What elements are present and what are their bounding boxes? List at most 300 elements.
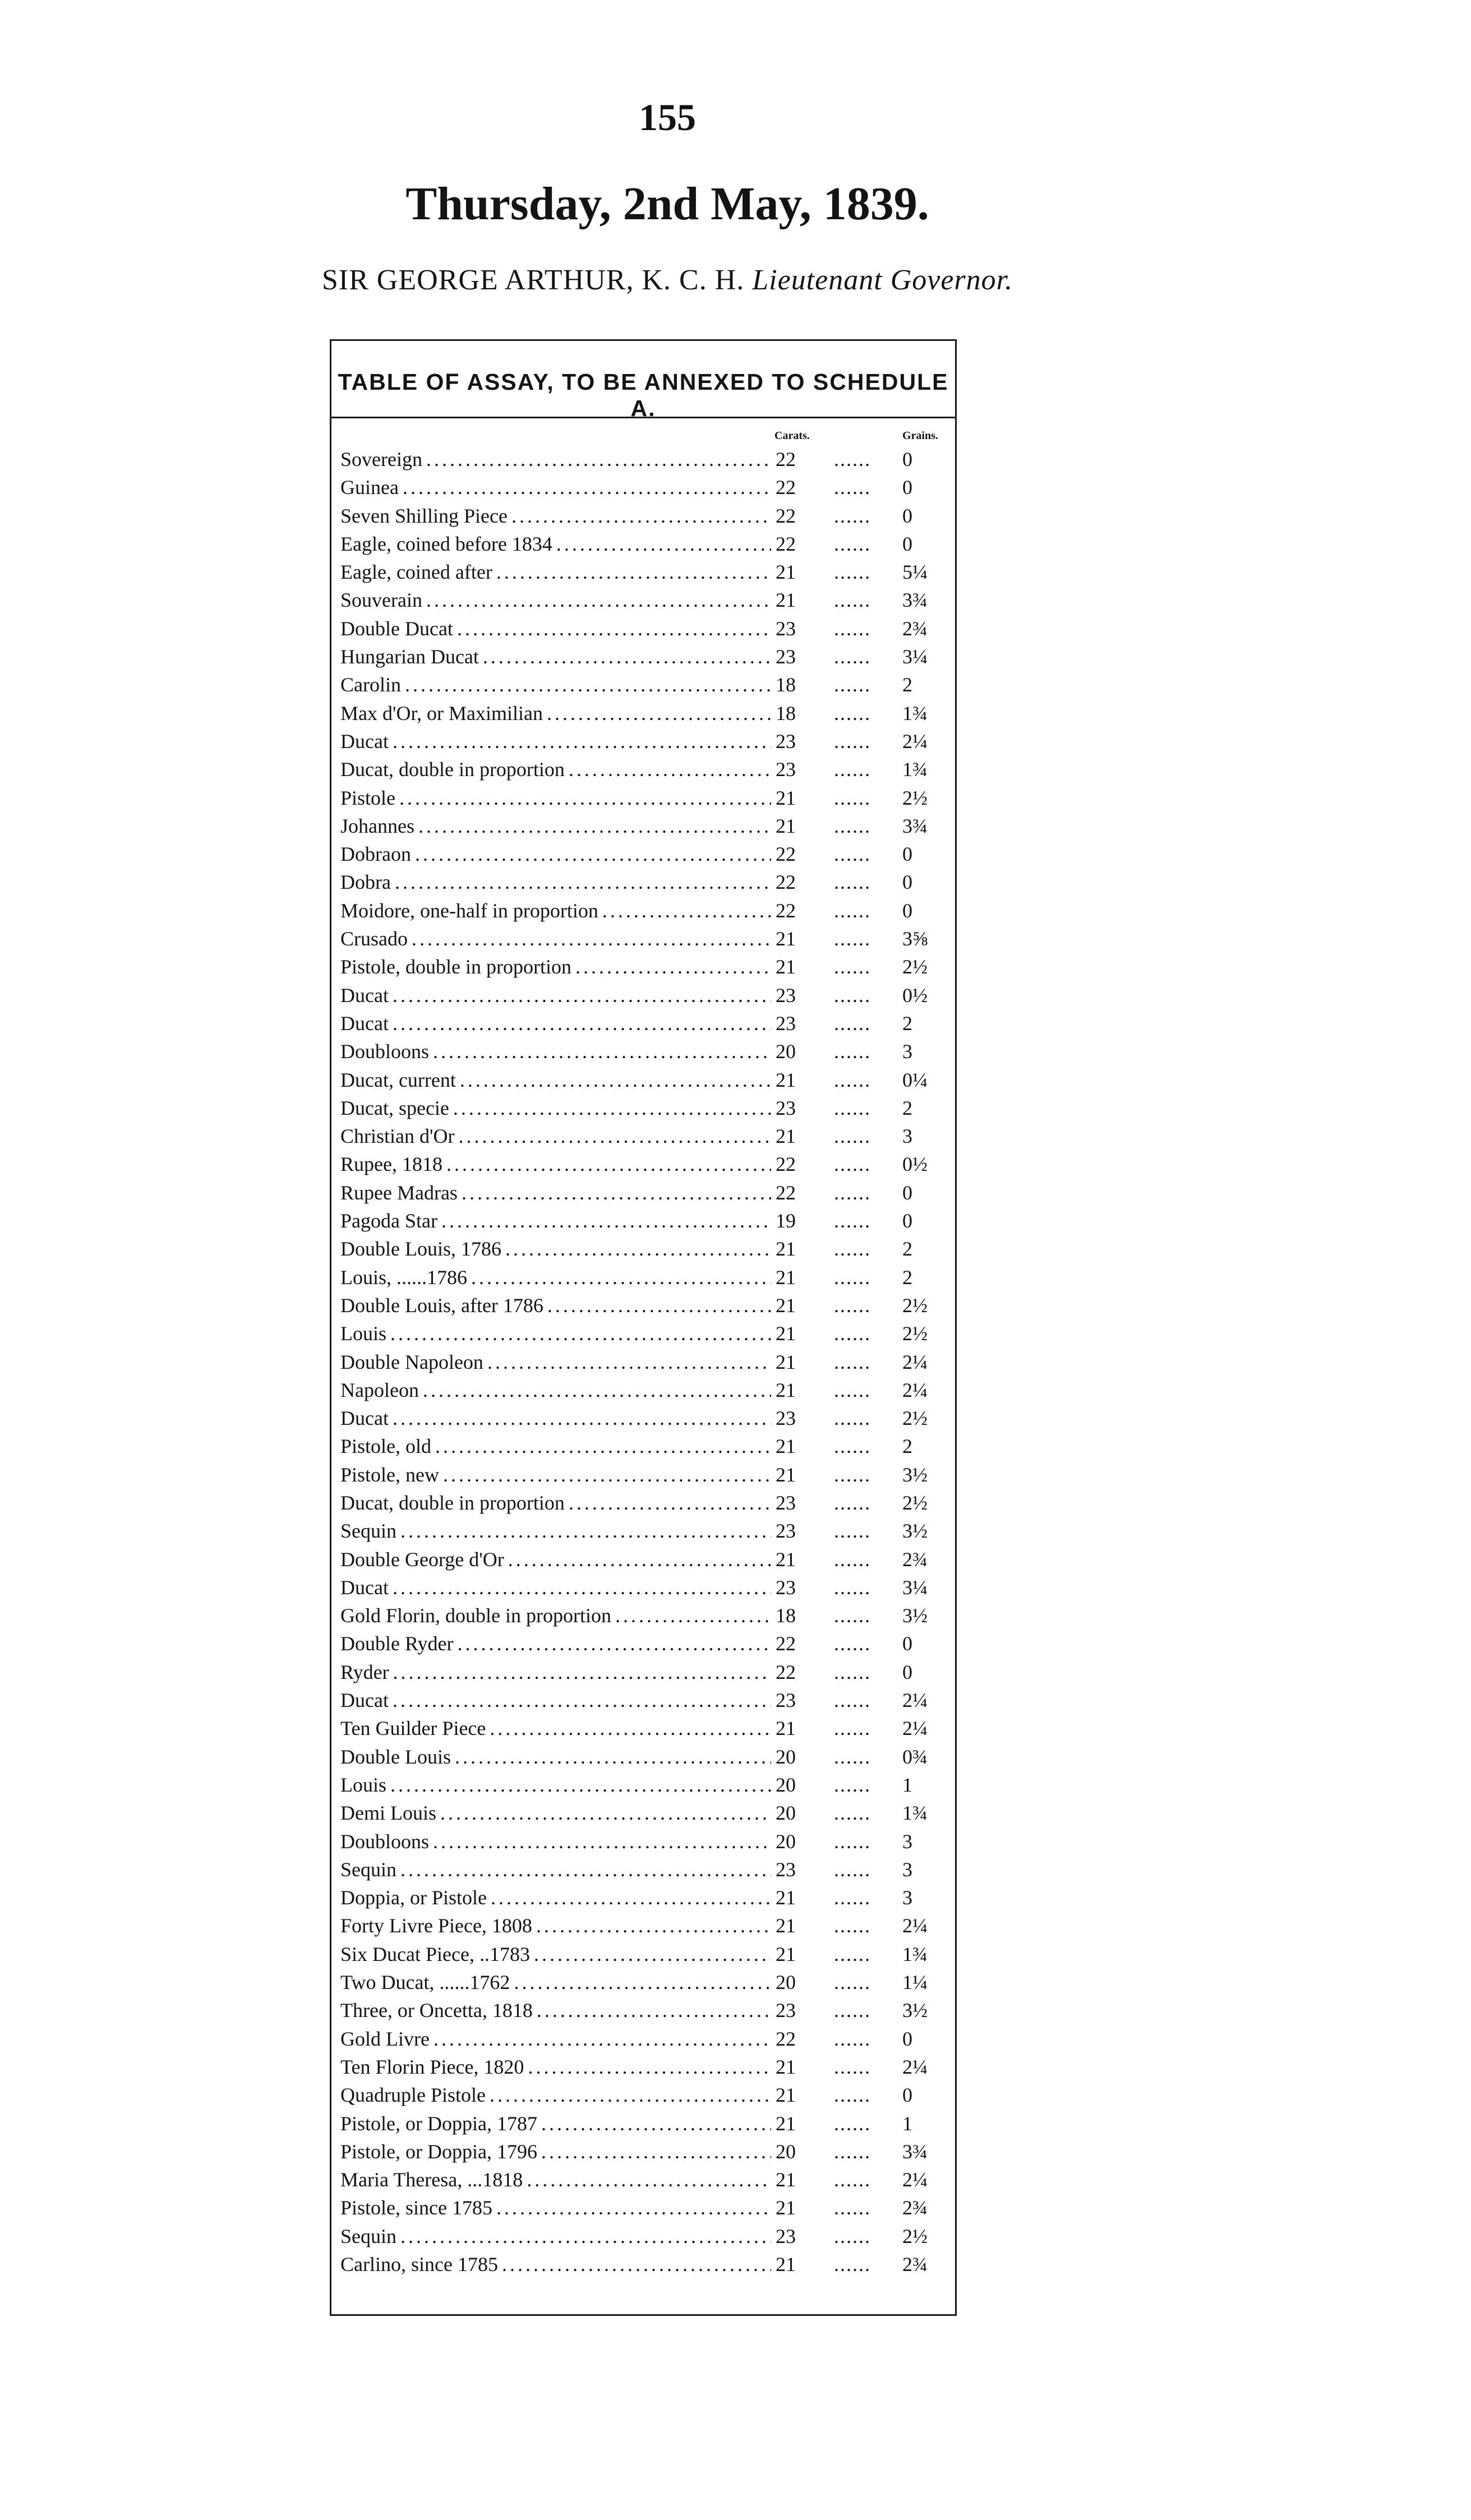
dot-leader: ......	[834, 1830, 871, 1853]
coin-name: Doppia, or Pistole . . .	[340, 1884, 771, 1912]
grains-value: 2½	[902, 786, 928, 809]
coin-name: Pagoda Star . . .	[340, 1207, 771, 1235]
carats-value: 20	[772, 1827, 809, 1856]
table-row	[340, 1235, 946, 1263]
carats-value: 22	[772, 897, 809, 925]
dot-leader: ......	[834, 1210, 871, 1233]
table-row	[340, 2138, 946, 2166]
table-row	[340, 1968, 946, 1996]
dot-leader: ......	[834, 843, 871, 866]
coin-name: Pistole, or Doppia, 1787 . . .	[340, 2110, 771, 2138]
table-row	[340, 868, 946, 896]
coin-name: Louis . . .	[340, 1771, 771, 1799]
grains-value: 2¾	[902, 2253, 928, 2276]
table-row	[340, 1009, 946, 1037]
carats-value: 21	[772, 2166, 809, 2194]
grains-value: 2½	[902, 956, 928, 979]
carats-value: 23	[772, 1686, 809, 1714]
table-row	[340, 1658, 946, 1686]
table-row	[340, 897, 946, 925]
grains-value: 3¼	[902, 1576, 928, 1599]
carats-value: 19	[772, 1207, 809, 1235]
dot-leader: ......	[834, 2112, 871, 2135]
table-row	[340, 1122, 946, 1150]
dot-leader: ......	[834, 1096, 871, 1119]
coin-name: Three, or Oncetta, 1818 . . .	[340, 1996, 771, 2024]
grains-value: 1¾	[902, 1802, 928, 1825]
grains-value: 3¾	[902, 589, 928, 612]
grains-value: 0	[902, 871, 912, 894]
coin-name: Pistole, new . . .	[340, 1461, 771, 1489]
carats-value: 23	[772, 1573, 809, 1601]
coin-name: Double Ryder . . .	[340, 1630, 771, 1658]
dot-leader: ......	[834, 2027, 871, 2050]
table-row	[340, 1461, 946, 1489]
dot-leader: ......	[834, 2224, 871, 2247]
coin-name: Carolin . . .	[340, 671, 771, 699]
grains-value: 1	[902, 1773, 912, 1796]
grains-value: 3½	[902, 1463, 928, 1486]
coin-name: Maria Theresa, ...1818 . . .	[340, 2166, 771, 2194]
carats-value: 22	[772, 2025, 809, 2053]
grains-value: 2¼	[902, 730, 928, 753]
coin-name: Gold Livre . . .	[340, 2025, 771, 2053]
dot-leader: ......	[834, 1858, 871, 1881]
dot-leader: ......	[834, 786, 871, 809]
dot-leader: ......	[834, 1632, 871, 1655]
carats-value: 20	[772, 1771, 809, 1799]
grains-value: 3½	[902, 1604, 928, 1627]
coin-name: Ducat . . .	[340, 1009, 771, 1037]
coin-name: Pistole, or Doppia, 1796 . . .	[340, 2138, 771, 2166]
carats-value: 21	[772, 1940, 809, 1968]
coin-name: Christian d'Or . . .	[340, 1122, 771, 1150]
table-row	[340, 1291, 946, 1319]
dot-leader: ......	[834, 1548, 871, 1571]
coin-name: Demi Louis . . .	[340, 1799, 771, 1827]
table-row	[340, 1799, 946, 1827]
coin-name: Rupee, 1818 . . .	[340, 1150, 771, 1178]
coin-name: Pistole . . .	[340, 784, 771, 812]
dot-leader: ......	[834, 1689, 871, 1712]
carats-value: 22	[772, 868, 809, 896]
carats-value: 23	[772, 2222, 809, 2250]
dot-leader: ......	[834, 1266, 871, 1289]
dot-leader: ......	[834, 927, 871, 950]
table-row	[340, 615, 946, 643]
coin-name: Crusado . . .	[340, 925, 771, 953]
dot-leader: ......	[834, 1491, 871, 1514]
grains-value: 3	[902, 1040, 912, 1063]
table-row	[340, 925, 946, 953]
carats-value: 23	[772, 1856, 809, 1884]
coin-name: Louis . . .	[340, 1319, 771, 1347]
table-row	[340, 1714, 946, 1742]
coin-name: Pistole, old . . .	[340, 1432, 771, 1460]
coin-name: Louis, ......1786 . . .	[340, 1263, 771, 1291]
grains-value: 3¼	[902, 645, 928, 668]
carats-value: 21	[772, 1461, 809, 1489]
dot-leader: ......	[834, 1435, 871, 1458]
coin-name: Forty Livre Piece, 1808 . . .	[340, 1912, 771, 1940]
dot-leader: ......	[834, 1886, 871, 1909]
table-row	[340, 699, 946, 727]
table-row	[340, 1996, 946, 2024]
table-row	[340, 1912, 946, 1940]
coin-name: Ducat, specie . . .	[340, 1094, 771, 1122]
table-row	[340, 502, 946, 530]
dot-leader: ......	[834, 2055, 871, 2078]
grains-value: 3½	[902, 1999, 928, 2022]
grains-value: 2¼	[902, 1914, 928, 1937]
coin-name: Pistole, double in proportion . . .	[340, 953, 771, 981]
carats-value: 21	[772, 812, 809, 840]
carats-value: 22	[772, 1150, 809, 1178]
grains-value: 2	[902, 673, 912, 696]
dot-leader: ......	[834, 448, 871, 470]
coin-name: Quadruple Pistole . . .	[340, 2081, 771, 2109]
dot-leader: ......	[834, 701, 871, 724]
dot-leader: ......	[834, 645, 871, 668]
dot-leader: ......	[834, 1773, 871, 1796]
grains-value: 2½	[902, 1407, 928, 1430]
grains-value: 3¾	[902, 814, 928, 837]
coin-name: Eagle, coined after . . .	[340, 558, 771, 586]
coin-name: Max d'Or, or Maximilian . . .	[340, 699, 771, 727]
table-row	[340, 981, 946, 1009]
carats-value: 23	[772, 1517, 809, 1545]
carats-value: 23	[772, 1009, 809, 1037]
grains-value: 0	[902, 899, 912, 922]
grains-value: 2¼	[902, 2055, 928, 2078]
grains-value: 1¾	[902, 701, 928, 724]
carats-value: 23	[772, 615, 809, 643]
coin-name: Sequin . . .	[340, 1517, 771, 1545]
dot-leader: ......	[834, 1378, 871, 1401]
carats-value: 21	[772, 1348, 809, 1376]
dot-leader: ......	[834, 673, 871, 696]
grains-value: 2	[902, 1012, 912, 1035]
grains-value: 3	[902, 1830, 912, 1853]
table-row	[340, 1771, 946, 1799]
coin-name: Sequin . . .	[340, 1856, 771, 1884]
dot-leader: ......	[834, 1942, 871, 1965]
table-row	[340, 1207, 946, 1235]
dot-leader: ......	[834, 1520, 871, 1543]
dot-leader: ......	[834, 1068, 871, 1091]
assay-table	[330, 339, 957, 2316]
carats-value: 22	[772, 502, 809, 530]
coin-name: Double Louis, after 1786 . . .	[340, 1291, 771, 1319]
table-row	[340, 2194, 946, 2222]
carats-value: 21	[772, 2081, 809, 2109]
coin-name: Double George d'Or . . .	[340, 1545, 771, 1573]
table-row	[340, 784, 946, 812]
governor-line	[0, 264, 1335, 297]
coin-name: Souverain . . .	[340, 586, 771, 614]
dot-leader: ......	[834, 1322, 871, 1345]
dot-leader: ......	[834, 1238, 871, 1261]
grains-value: 5¼	[902, 561, 928, 584]
grains-value: 0¼	[902, 1068, 928, 1091]
grains-value: 0	[902, 843, 912, 866]
grains-value: 0¾	[902, 1745, 928, 1768]
carats-value: 23	[772, 643, 809, 671]
carats-value: 20	[772, 2138, 809, 2166]
table-row	[340, 1376, 946, 1404]
dot-leader: ......	[834, 1153, 871, 1176]
carats-value: 22	[772, 1658, 809, 1686]
table-row	[340, 445, 946, 473]
coin-name: Ducat, current . . .	[340, 1066, 771, 1094]
dot-leader: ......	[834, 1745, 871, 1768]
carats-value: 20	[772, 1968, 809, 1996]
coin-name: Ryder . . .	[340, 1658, 771, 1686]
table-row	[340, 755, 946, 783]
grains-value: 2	[902, 1238, 912, 1261]
carats-value: 21	[772, 1263, 809, 1291]
table-row	[340, 1319, 946, 1347]
coin-name: Double Napoleon . . .	[340, 1348, 771, 1376]
table-row	[340, 1263, 946, 1291]
table-rows	[340, 445, 946, 2278]
dot-leader: ......	[834, 2196, 871, 2219]
coin-name: Six Ducat Piece, ..1783 . . .	[340, 1940, 771, 1968]
table-row	[340, 1489, 946, 1517]
coin-name: Double Louis, 1786 . . .	[340, 1235, 771, 1263]
carats-value: 22	[772, 530, 809, 558]
dot-leader: ......	[834, 1407, 871, 1430]
table-row	[340, 1940, 946, 1968]
carats-value: 23	[772, 1094, 809, 1122]
dot-leader: ......	[834, 730, 871, 753]
dot-leader: ......	[834, 476, 871, 499]
carats-value: 21	[772, 2053, 809, 2081]
coin-name: Ducat . . .	[340, 1573, 771, 1601]
table-row	[340, 586, 946, 614]
carats-value: 23	[772, 1996, 809, 2024]
grains-value: 2½	[902, 1322, 928, 1345]
dot-leader: ......	[834, 814, 871, 837]
grains-value: 0	[902, 2084, 912, 2107]
grains-value: 0	[902, 1632, 912, 1655]
grains-value: 1¾	[902, 1942, 928, 1965]
table-row	[340, 1630, 946, 1658]
table-title: TABLE OF ASSAY, TO BE ANNEXED TO SCHEDULE A.	[338, 369, 949, 421]
table-row	[340, 1179, 946, 1207]
table-row	[340, 2053, 946, 2081]
coin-name: Rupee Madras . . .	[340, 1179, 771, 1207]
coin-name: Gold Florin, double in proportion . . .	[340, 1601, 771, 1630]
carats-value: 20	[772, 1743, 809, 1771]
grains-value: 0	[902, 2027, 912, 2050]
grains-value: 0½	[902, 984, 928, 1007]
title-divider	[331, 417, 955, 418]
grains-value: 0	[902, 1210, 912, 1233]
coin-name: Ten Guilder Piece . . .	[340, 1714, 771, 1742]
table-row	[340, 2110, 946, 2138]
carats-value: 18	[772, 671, 809, 699]
dot-leader: ......	[834, 984, 871, 1007]
table-row	[340, 727, 946, 755]
dot-leader: ......	[834, 899, 871, 922]
carats-value: 23	[772, 755, 809, 783]
dot-leader: ......	[834, 589, 871, 612]
table-row	[340, 643, 946, 671]
grains-value: 2¼	[902, 1717, 928, 1740]
grains-value: 2	[902, 1096, 912, 1119]
coin-name: Ducat . . .	[340, 727, 771, 755]
grains-value: 0	[902, 1181, 912, 1204]
dot-leader: ......	[834, 1040, 871, 1063]
carats-value: 21	[772, 1235, 809, 1263]
coin-name: Johannes . . .	[340, 812, 771, 840]
table-row	[340, 1884, 946, 1912]
dot-leader: ......	[834, 1125, 871, 1148]
coin-name: Napoleon . . .	[340, 1376, 771, 1404]
coin-name: Doubloons . . .	[340, 1037, 771, 1065]
grains-value: 2½	[902, 2224, 928, 2247]
grains-value: 0	[902, 504, 912, 527]
dot-leader: ......	[834, 2140, 871, 2163]
table-row	[340, 530, 946, 558]
dot-leader: ......	[834, 1914, 871, 1937]
dot-leader: ......	[834, 617, 871, 640]
carats-value: 21	[772, 784, 809, 812]
table-row	[340, 812, 946, 840]
grains-value: 2¼	[902, 1378, 928, 1401]
table-row	[340, 1348, 946, 1376]
dot-leader: ......	[834, 561, 871, 584]
table-row	[340, 671, 946, 699]
table-row	[340, 1094, 946, 1122]
coin-name: Sovereign . . .	[340, 445, 771, 473]
coin-name: Ducat . . .	[340, 1686, 771, 1714]
grains-value: 2¼	[902, 1350, 928, 1373]
grains-value: 2¾	[902, 2196, 928, 2219]
grains-value: 3	[902, 1858, 912, 1881]
table-row	[340, 1404, 946, 1432]
table-row	[340, 1432, 946, 1460]
date-heading: Thursday, 2nd May, 1839.	[405, 178, 929, 230]
carats-value: 21	[772, 1884, 809, 1912]
coin-name: Dobraon . . .	[340, 840, 771, 868]
coin-name: Two Ducat, ......1762 . . .	[340, 1968, 771, 1996]
carats-value: 23	[772, 727, 809, 755]
carats-value: 23	[772, 981, 809, 1009]
grains-value: 3	[902, 1125, 912, 1148]
grains-value: 0	[902, 476, 912, 499]
carats-value: 18	[772, 699, 809, 727]
coin-name: Ducat, double in proportion . . .	[340, 755, 771, 783]
table-row	[340, 1573, 946, 1601]
grains-value: 2¼	[902, 2168, 928, 2191]
carats-value: 23	[772, 1404, 809, 1432]
dot-leader: ......	[834, 2084, 871, 2107]
grains-value: 1¾	[902, 758, 928, 781]
coin-name: Ducat . . .	[340, 1404, 771, 1432]
grains-value: 0½	[902, 1153, 928, 1176]
carats-value: 23	[772, 1489, 809, 1517]
governor-name: SIR GEORGE ARTHUR, K. C. H.	[321, 264, 745, 296]
coin-name: Hungarian Ducat . . .	[340, 643, 771, 671]
carats-value: 22	[772, 473, 809, 501]
column-header-carats: Carats.	[774, 430, 810, 442]
carats-value: 22	[772, 840, 809, 868]
table-row	[340, 1743, 946, 1771]
dot-leader: ......	[834, 504, 871, 527]
table-row	[340, 2081, 946, 2109]
carats-value: 21	[772, 1912, 809, 1940]
coin-name: Guinea . . .	[340, 473, 771, 501]
dot-leader: ......	[834, 871, 871, 894]
dot-leader: ......	[834, 2168, 871, 2191]
carats-value: 21	[772, 953, 809, 981]
carats-value: 21	[772, 2110, 809, 2138]
grains-value: 3½	[902, 1520, 928, 1543]
dot-leader: ......	[834, 1999, 871, 2022]
carats-value: 21	[772, 1122, 809, 1150]
dot-leader: ......	[834, 956, 871, 979]
table-row	[340, 1037, 946, 1065]
table-row	[340, 2025, 946, 2053]
dot-leader: ......	[834, 1294, 871, 1317]
table-row	[340, 1545, 946, 1573]
coin-name: Dobra . . .	[340, 868, 771, 896]
table-row	[340, 1856, 946, 1884]
dot-leader: ......	[834, 1971, 871, 1994]
grains-value: 2½	[902, 1294, 928, 1317]
table-row	[340, 953, 946, 981]
grains-value: 0	[902, 532, 912, 555]
coin-name: Sequin . . .	[340, 2222, 771, 2250]
table-row	[340, 1150, 946, 1178]
carats-value: 21	[772, 1376, 809, 1404]
table-row	[340, 1066, 946, 1094]
table-row	[340, 473, 946, 501]
dot-leader: ......	[834, 1350, 871, 1373]
dot-leader: ......	[834, 1717, 871, 1740]
carats-value: 21	[772, 2194, 809, 2222]
grains-value: 3⅝	[902, 927, 928, 950]
carats-value: 21	[772, 586, 809, 614]
dot-leader: ......	[834, 532, 871, 555]
coin-name: Double Ducat . . .	[340, 615, 771, 643]
coin-name: Moidore, one-half in proportion . . .	[340, 897, 771, 925]
grains-value: 2¾	[902, 1548, 928, 1571]
dot-leader: ......	[834, 1181, 871, 1204]
grains-value: 1	[902, 2112, 912, 2135]
carats-value: 21	[772, 1291, 809, 1319]
carats-value: 22	[772, 445, 809, 473]
dot-leader: ......	[834, 1463, 871, 1486]
coin-name: Seven Shilling Piece . . .	[340, 502, 771, 530]
table-row	[340, 1827, 946, 1856]
grains-value: 1¼	[902, 1971, 928, 1994]
grains-value: 3¾	[902, 2140, 928, 2163]
coin-name: Pistole, since 1785 . . .	[340, 2194, 771, 2222]
table-row	[340, 1686, 946, 1714]
coin-name: Doubloons . . .	[340, 1827, 771, 1856]
carats-value: 21	[772, 1545, 809, 1573]
coin-name: Eagle, coined before 1834 . . .	[340, 530, 771, 558]
grains-value: 0	[902, 448, 912, 470]
column-header-grains: Grains.	[902, 430, 938, 442]
carats-value: 21	[772, 1319, 809, 1347]
grains-value: 3	[902, 1886, 912, 1909]
carats-value: 21	[772, 1432, 809, 1460]
dot-leader: ......	[834, 2253, 871, 2276]
